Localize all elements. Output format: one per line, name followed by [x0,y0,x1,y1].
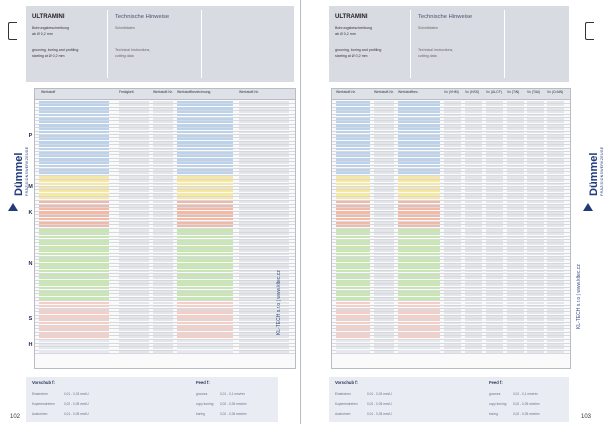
table-cell [507,225,524,227]
brand-triangle-icon [8,203,18,211]
crop-mark-icon [8,22,17,40]
table-cell [527,197,544,199]
table-cell [465,336,482,338]
table-cell [486,197,503,199]
th-material: Werkstoff [41,90,56,94]
table-cell [177,297,233,299]
cutting-data-table [331,88,571,369]
th-material-desig: Werkstoffbez. [398,90,419,94]
vorschub-value-1: 0,01 - 0,03 mm/U [64,392,89,396]
table-cell [177,225,233,227]
feed-value-1: 0,01 - 0,1 mm/rev [513,392,538,396]
table-cell [547,350,564,352]
table-cell [465,297,482,299]
tech-line-1: Schnittdaten [418,26,438,30]
table-cell [177,197,233,199]
brand-name: Dümmel [588,152,600,196]
table-header [332,89,570,100]
table-cell [239,350,289,352]
th-material-no-b: Werkstoff-Nr. [374,90,394,94]
vorschub-label-3: Ausbohren [32,412,48,416]
table-cell [527,172,544,174]
left-header [26,6,294,82]
table-cell [398,336,440,338]
tech-line-2: Technical Instructions, [115,48,151,52]
vorschub-value-2: 0,02 - 0,05 mm/U [64,402,89,406]
table-cell [177,350,233,352]
brand-triangle-icon [583,203,593,211]
page-number-left: 102 [10,414,21,420]
header-empty-col [203,6,294,82]
table-cell [507,336,524,338]
table-cell [374,225,394,227]
feed-block [489,380,569,420]
table-cell [239,336,289,338]
table-cell [119,172,149,174]
feed-label-1: grooves [196,392,208,396]
right-footer [329,377,569,422]
th-material-no-a: Werkstoff-Nr. [336,90,356,94]
brand-logo [588,147,604,196]
feed-value-3: 0,02 - 0,05 mm/rev [220,412,247,416]
table-cell [153,297,173,299]
table-cell [444,197,461,199]
table-cell [153,197,173,199]
feed-label-2: copy turning [489,402,507,406]
table-cell [374,197,394,199]
table-cell [486,172,503,174]
material-group-label: N [28,260,33,267]
table-cell [507,172,524,174]
table-cell [177,336,233,338]
table-cell [153,336,173,338]
table-header [35,89,295,100]
table-cell [398,297,440,299]
tech-line-2: Technical Instructions, [418,48,454,52]
table-cell [239,225,289,227]
table-cell [527,225,544,227]
page-number-right: 103 [580,414,591,420]
table-cell [465,225,482,227]
tech-heading: Technische Hinweise [115,14,170,20]
vorschub-label-3: Ausbohren [335,412,351,416]
th-material-no-2: Werkstoff-Nr. [239,90,259,94]
material-group-label: P [28,133,33,140]
table-row [35,350,295,354]
table-cell [39,225,109,227]
vorschub-block [335,380,445,420]
table-cell [398,197,440,199]
left-page [0,0,300,424]
brand-sub: PRÄZISIONSWERKZEUGE [25,146,29,196]
table-cell [398,225,440,227]
th-material-no: Werkstoff-Nr. [153,90,173,94]
right-header [329,6,569,82]
brand-sub: PRÄZISIONSWERKZEUGE [600,146,604,196]
table-cell [444,172,461,174]
vorschub-title: Vorschub f: [32,380,55,385]
table-cell [465,172,482,174]
description-heading: Bohrungsbeschreibung [32,26,69,30]
vorschub-value-3: 0,01 - 0,05 mm/U [367,412,392,416]
material-group-label: S [28,315,33,322]
table-cell [507,350,524,352]
feed-label-3: boring [196,412,205,416]
table-cell [239,172,289,174]
table-cell [486,336,503,338]
english-line-2: starting at Ø 0,2 mm [335,54,368,58]
table-cell [444,297,461,299]
vorschub-label-1: Einstechen [32,392,48,396]
table-cell [153,172,173,174]
table-cell [39,336,109,338]
table-cell [527,336,544,338]
brand-name: Dümmel [13,152,25,196]
table-cell [374,172,394,174]
table-cell [177,172,233,174]
table-cell [119,336,149,338]
th-vc-vhm: Vc (VHM) [444,90,459,94]
table-cell [465,197,482,199]
table-cell [39,297,109,299]
tech-line-3: cutting data [115,54,134,58]
feed-block [196,380,276,420]
table-cell [444,225,461,227]
th-strength: Festigkeit [119,90,134,94]
table-cell [336,336,370,338]
table-cell [336,297,370,299]
vorschub-label-1: Einstechen [335,392,351,396]
vorschub-value-3: 0,01 - 0,05 mm/U [64,412,89,416]
tech-line-3: cutting data [418,54,437,58]
table-cell [119,350,149,352]
left-sidebar [0,0,29,424]
right-page [300,0,604,424]
table-cell [444,350,461,352]
right-sidebar [575,0,604,424]
table-cell [39,197,109,199]
feed-title: Feed f: [196,380,210,385]
th-vc-alcf: Vc (ALCF) [486,90,502,94]
table-cell [507,297,524,299]
vorschub-title: Vorschub f: [335,380,358,385]
table-cell [398,172,440,174]
vorschub-block [32,380,142,420]
table-cell [153,225,173,227]
table-cell [39,350,109,352]
header-empty-col [506,6,569,82]
description-heading: Bohrungsbeschreibung [335,26,372,30]
table-cell [336,172,370,174]
table-row [332,350,570,354]
material-group-label: H [28,342,33,349]
table-cell [119,197,149,199]
feed-value-2: 0,02 - 0,05 mm/rev [220,402,247,406]
table-cell [486,350,503,352]
table-cell [374,336,394,338]
product-title: ULTRAMINI [32,14,65,20]
vertical-url-left: KL-TECH s.r.o | www.kltec.cz [276,270,282,336]
table-cell [336,225,370,227]
table-cell [239,197,289,199]
english-line-1: grooving, boring and profiling [32,48,79,52]
feed-label-1: grooves [489,392,501,396]
header-tech-col [109,6,201,82]
th-vc-cralns: Vc (CrAlN) [547,90,564,94]
vorschub-value-1: 0,01 - 0,03 mm/U [367,392,392,396]
table-cell [153,350,173,352]
feed-label-2: copy turning [196,402,214,406]
table-cell [336,350,370,352]
vorschub-label-2: Kopierendrehen [335,402,358,406]
feed-value-1: 0,01 - 0,1 mm/rev [220,392,245,396]
table-cell [486,225,503,227]
table-cell [119,297,149,299]
vorschub-label-2: Kopierendrehen [32,402,55,406]
tech-heading: Technische Hinweise [418,14,473,20]
table-cell [119,225,149,227]
english-line-2: starting at Ø 0,2 mm [32,54,65,58]
description-line: ab Ø 0,2 mm [335,32,356,36]
table-cell [444,336,461,338]
table-cell [486,297,503,299]
header-title-col [26,6,107,82]
th-vc-tin: Vc (TiN) [507,90,520,94]
header-title-col [329,6,410,82]
table-cell [465,350,482,352]
left-footer [26,377,278,422]
table-cell [547,336,564,338]
header-tech-col [412,6,504,82]
table-cell [374,297,394,299]
table-cell [507,197,524,199]
table-cell [374,350,394,352]
material-group-label: K [28,210,33,217]
description-line: ab Ø 0,2 mm [32,32,53,36]
feed-label-3: boring [489,412,498,416]
table-cell [547,197,564,199]
th-material-designation: Werkstoffbezeichnung [177,90,211,94]
table-cell [398,350,440,352]
feed-value-3: 0,02 - 0,05 mm/rev [513,412,540,416]
th-vc-tial: Vc (TiAl) [527,90,540,94]
table-cell [527,350,544,352]
crop-mark-icon [585,22,594,40]
th-vc-hss: Vc (HSS) [465,90,480,94]
material-table-left [28,88,296,369]
table-cell [547,225,564,227]
product-title: ULTRAMINI [335,14,368,20]
vorschub-value-2: 0,02 - 0,05 mm/U [367,402,392,406]
feed-title: Feed f: [489,380,503,385]
material-group-label: M [28,183,33,190]
english-line-1: grooving, boring and profiling [335,48,382,52]
tech-line-1: Schnittdaten [115,26,135,30]
table-cell [527,297,544,299]
table-cell [336,197,370,199]
table-cell [547,297,564,299]
table-cell [547,172,564,174]
feed-value-2: 0,02 - 0,05 mm/rev [513,402,540,406]
vertical-url-right: KL-TECH s.r.o | www.kltec.cz [576,264,582,330]
table-cell [39,172,109,174]
